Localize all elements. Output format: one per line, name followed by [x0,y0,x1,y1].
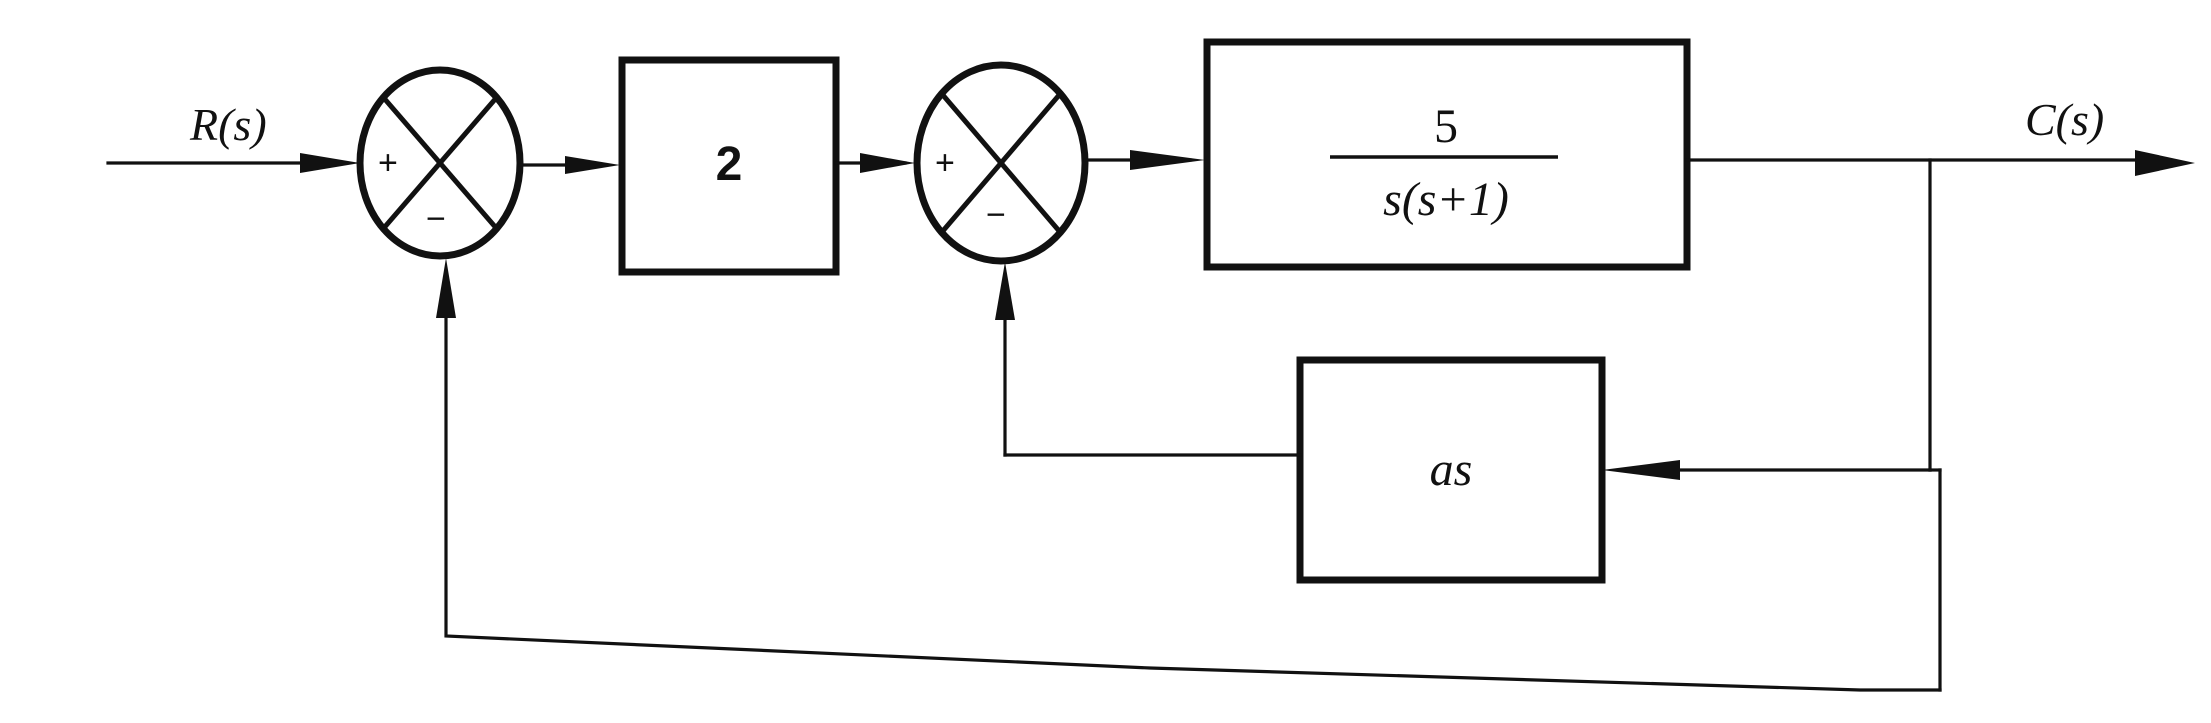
gain-block-label: 2 [715,138,743,191]
output-arrowhead [2135,150,2195,176]
junction-1-minus-arrowhead [436,258,456,318]
junction-2-minus-sign: − [986,196,1006,234]
summing-junction-1 [360,70,520,256]
feedback-block [1300,360,1602,580]
junction-2-plus-sign: + [935,144,955,182]
outer-feedback-wire [446,285,1940,690]
output-label: C(s) [2025,94,2105,145]
input-arrowhead [300,153,360,173]
junction-2-input-arrowhead [860,153,915,173]
plant-numerator: 5 [1434,100,1458,153]
junction-1-minus-sign: − [426,200,446,238]
gain-input-arrowhead [565,156,620,174]
plant-input-arrowhead [1130,150,1205,170]
feedback-block-input-arrowhead [1602,460,1680,480]
input-label: R(s) [190,99,267,150]
junction-1-plus-sign: + [378,144,398,182]
summing-junction-2 [917,65,1085,261]
feedback-block-label: as [1429,443,1473,496]
plant-block [1207,42,1687,267]
junction-2-minus-arrowhead [995,262,1015,320]
plant-denominator: s(s+1) [1383,173,1509,226]
gain-block [622,60,836,272]
